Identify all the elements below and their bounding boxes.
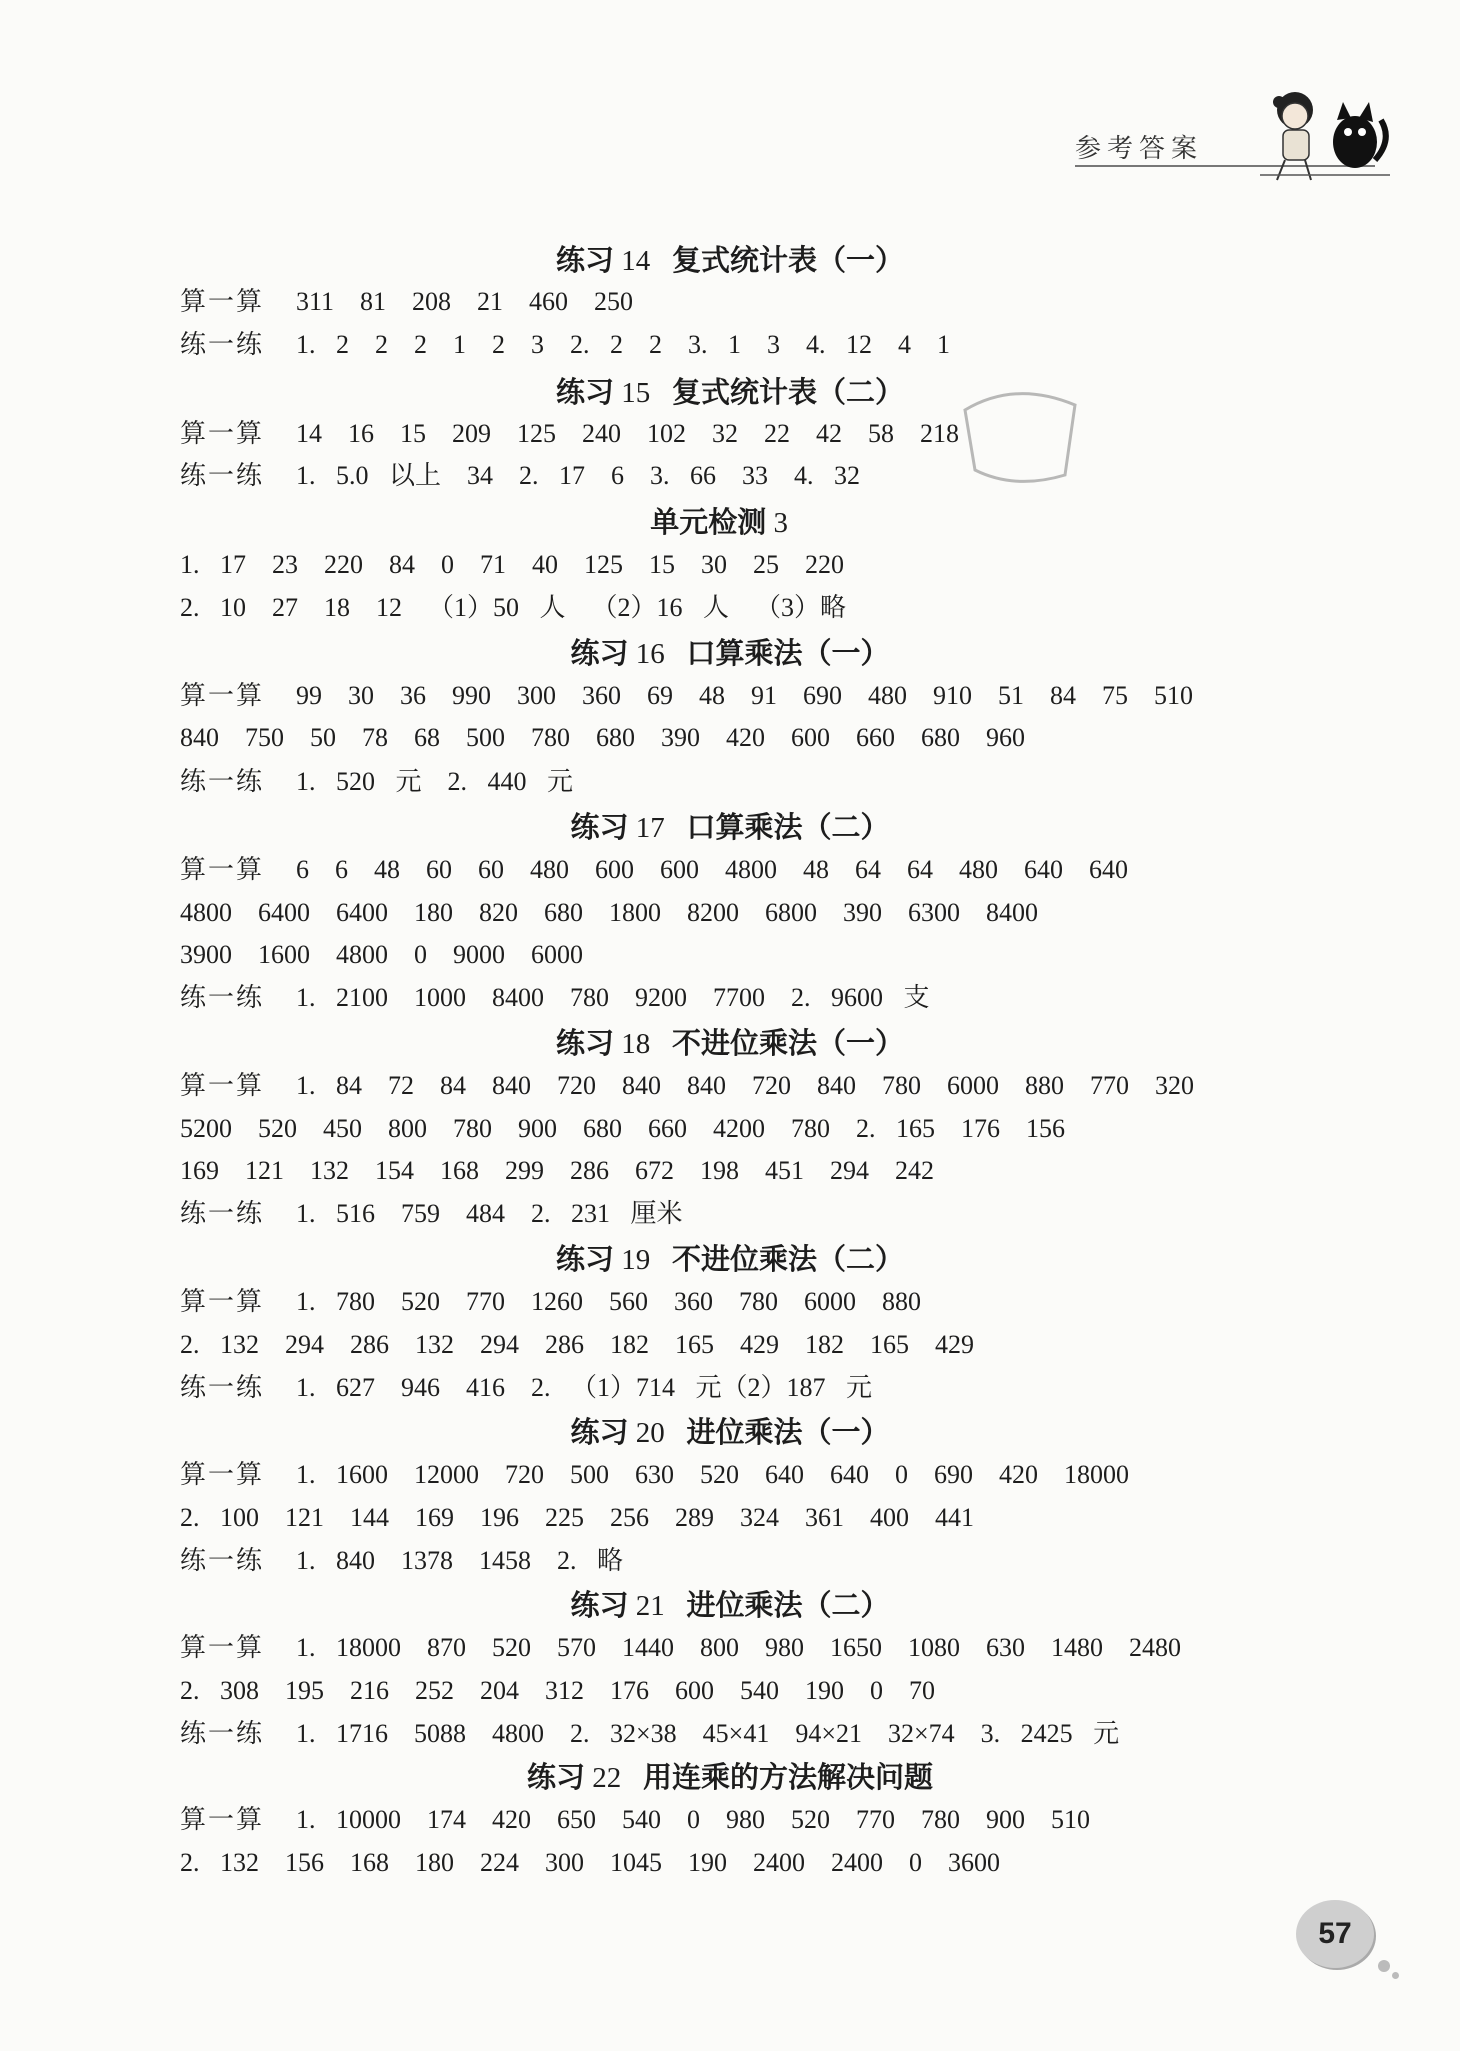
section-topic: 复式统计表（二）: [672, 375, 905, 409]
section-title-prefix: 练习: [570, 810, 629, 844]
answer-row: 5200 520 450 800 780 900 680 660 4200 780 2. 165 176 156: [180, 1114, 1065, 1143]
answer-row: 1. 1600 12000 720 500 630 520 640 640 0 690 420 18000: [296, 1460, 1129, 1489]
answer-row: 14 16 15 209 125 240 102 32 22 42 58 218: [296, 419, 959, 448]
section-title-prefix: 练习: [570, 1588, 629, 1622]
section-number: 16: [628, 638, 687, 670]
answer-row: 1. 2 2 2 1 2 3 2. 2 2 3. 1 3 4. 12 4 1: [296, 330, 950, 359]
section-topic: 进位乘法（二）: [686, 1588, 890, 1622]
section-title: [0, 1757, 1460, 1798]
row-label: 练一练: [180, 1199, 265, 1229]
page-dot: [1392, 1972, 1399, 1979]
row-label: 练一练: [180, 461, 265, 491]
answer-row: 2. 132 294 286 132 294 286 182 165 429 182 165 429: [180, 1330, 974, 1359]
section-number: 20: [628, 1417, 687, 1449]
answer-row: 169 121 132 154 168 299 286 672 198 451 294 242: [180, 1156, 934, 1185]
answer-row: 99 30 36 990 300 360 69 48 91 690 480 910 51 84 75 510: [296, 681, 1193, 710]
row-label: 算一算: [180, 1287, 265, 1317]
section-title: [0, 1239, 1460, 1280]
section-topic: 复式统计表（一）: [672, 243, 905, 277]
section-topic: 不进位乘法（一）: [672, 1026, 905, 1060]
row-label: 练一练: [180, 767, 265, 797]
answer-row: 1. 5.0 以上 34 2. 17 6 3. 66 33 4. 32: [296, 461, 861, 490]
section-title-prefix: 练习: [570, 636, 629, 670]
answer-row: 311 81 208 21 460 250: [296, 287, 634, 316]
row-label: 练一练: [180, 983, 265, 1013]
section-number: 15: [614, 377, 672, 409]
section-number: 19: [614, 1244, 672, 1276]
row-label: 算一算: [180, 855, 265, 885]
page-dot: [1378, 1960, 1390, 1972]
section-topic: 进位乘法（一）: [686, 1415, 890, 1449]
row-label: 算一算: [180, 1071, 265, 1101]
section-title-prefix: 练习: [526, 1760, 585, 1794]
answer-row: 2. 132 156 168 180 224 300 1045 190 2400 2400 0 3600: [180, 1848, 1000, 1877]
section-title-prefix: 练习: [570, 1415, 629, 1449]
answer-row: 1. 520 元 2. 440 元: [296, 767, 574, 796]
answer-row: 3900 1600 4800 0 9000 6000: [180, 940, 583, 969]
row-label: 算一算: [180, 419, 265, 449]
answer-row: 1. 17 23 220 84 0 71 40 125 15 30 25 220: [180, 550, 844, 579]
answer-row: 1. 10000 174 420 650 540 0 980 520 770 780 900 510: [296, 1805, 1090, 1834]
section-title-prefix: 单元检测: [650, 505, 767, 539]
row-label: 算一算: [180, 681, 265, 711]
answer-row: 2. 308 195 216 252 204 312 176 600 540 190 0 70: [180, 1676, 935, 1705]
section-number: 18: [614, 1028, 672, 1060]
answer-row: 1. 780 520 770 1260 560 360 780 6000 880: [296, 1287, 921, 1316]
answer-row: 1. 2100 1000 8400 780 9200 7700 2. 9600 支: [296, 983, 930, 1012]
row-label: 算一算: [180, 1460, 265, 1490]
section-title: [0, 1585, 1460, 1626]
row-label: 练一练: [180, 1373, 265, 1403]
section-title-prefix: 练习: [555, 1242, 614, 1276]
row-label: 算一算: [180, 287, 265, 317]
row-label: 算一算: [180, 1805, 265, 1835]
answer-row: 1. 840 1378 1458 2. 略: [296, 1546, 624, 1575]
section-title: [0, 502, 1460, 543]
section-number: 3: [766, 507, 810, 539]
row-label: 练一练: [180, 1719, 265, 1749]
answer-row: 1. 84 72 84 840 720 840 840 720 840 780 6000 880 770 320: [296, 1071, 1194, 1100]
answer-row: 4800 6400 6400 180 820 680 1800 8200 6800 390 6300 8400: [180, 898, 1038, 927]
section-number: 17: [628, 812, 687, 844]
row-label: 练一练: [180, 1546, 265, 1576]
answer-row: 840 750 50 78 68 500 780 680 390 420 600 660 680 960: [180, 723, 1025, 752]
section-number: 22: [585, 1762, 643, 1794]
row-label: 算一算: [180, 1633, 265, 1663]
girl-and-cat-icon: [1255, 80, 1395, 190]
section-topic: 不进位乘法（二）: [672, 1242, 905, 1276]
section-title: [0, 240, 1460, 281]
section-topic: 用连乘的方法解决问题: [643, 1760, 934, 1794]
answer-row: 1. 18000 870 520 570 1440 800 980 1650 1080 630 1480 2480: [296, 1633, 1181, 1662]
section-number: 14: [614, 245, 672, 277]
answer-row: 2. 100 121 144 169 196 225 256 289 324 361 400 441: [180, 1503, 974, 1532]
section-topic: 口算乘法（一）: [686, 636, 890, 670]
answer-row: 1. 516 759 484 2. 231 厘米: [296, 1199, 683, 1228]
section-title: [0, 807, 1460, 848]
section-title-prefix: 练习: [555, 243, 614, 277]
section-title: [0, 1412, 1460, 1453]
answer-row: 2. 10 27 18 12 （1）50 人 （2）16 人 （3）略: [180, 593, 847, 622]
section-title-prefix: 练习: [555, 1026, 614, 1060]
answer-row: 1. 1716 5088 4800 2. 32×38 45×41 94×21 32×74 3. 2425 元: [296, 1719, 1120, 1748]
page-number: 57: [1296, 1900, 1374, 1968]
row-label: 练一练: [180, 330, 265, 360]
section-number: 21: [628, 1590, 687, 1622]
answer-row: 6 6 48 60 60 480 600 600 4800 48 64 64 480 640 640: [296, 855, 1128, 884]
section-title: [0, 372, 1460, 413]
section-topic: 口算乘法（二）: [686, 810, 890, 844]
section-title: [0, 1023, 1460, 1064]
section-title: [0, 633, 1460, 674]
section-title-prefix: 练习: [555, 375, 614, 409]
header-label: 参考答案: [1075, 134, 1204, 164]
answer-row: 1. 627 946 416 2. （1）714 元（2）187 元: [296, 1373, 873, 1402]
